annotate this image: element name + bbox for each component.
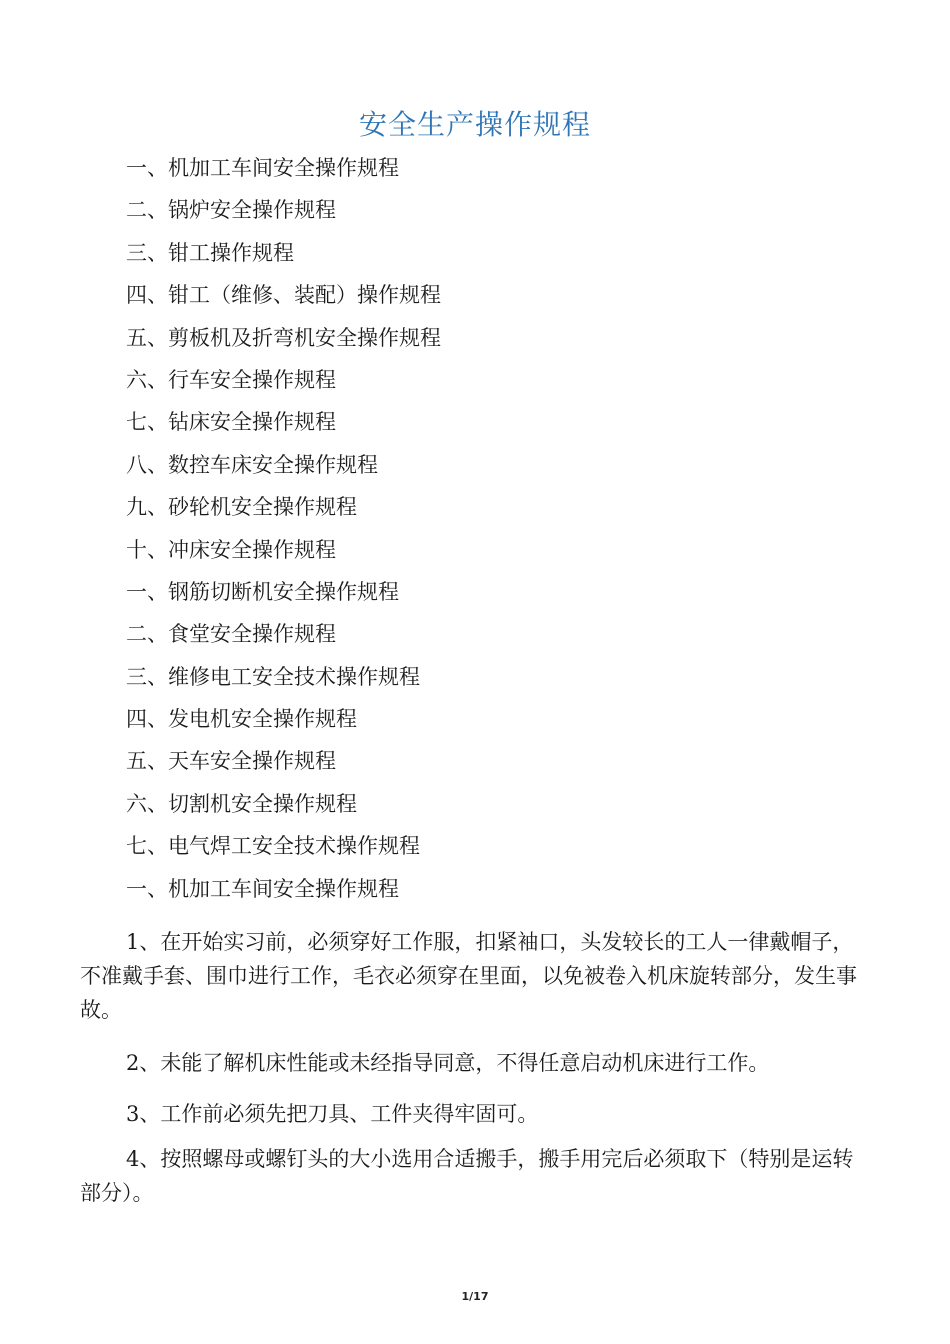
toc-item: 八、数控车床安全操作规程 [126,452,378,477]
toc-item: 四、钳工（维修、装配）操作规程 [126,283,441,308]
toc-item: 四、发电机安全操作规程 [126,707,357,732]
body-paragraph: 2、未能了解机床性能或未经指导同意，不得任意启动机床进行工作。 [126,1051,770,1075]
toc-item: 十、冲床安全操作规程 [126,537,336,562]
toc-item: 五、剪板机及折弯机安全操作规程 [126,325,441,350]
toc-item: 三、维修电工安全技术操作规程 [126,664,420,689]
toc-item: 九、砂轮机安全操作规程 [126,495,357,520]
toc-item: 一、机加工车间安全操作规程 [126,156,399,180]
toc-item: 六、切割机安全操作规程 [126,791,357,816]
toc-item: 一、钢筋切断机安全操作规程 [126,579,399,604]
toc-item: 二、锅炉安全操作规程 [126,198,336,223]
toc-item: 五、天车安全操作规程 [126,749,336,774]
table-of-contents [126,147,846,910]
body-paragraph: 4、按照螺母或螺钉头的大小选用合适搬手，搬手用完后必须取下（特别是运转部分）。 [80,1147,854,1205]
body-paragraph: 1、在开始实习前，必须穿好工作服，扣紧袖口，头发较长的工人一律戴帽子，不准戴手套、围巾进行工作，毛衣必须穿在里面，以免被卷入机床旋转部分，发生事故。 [80,930,857,1022]
toc-item: 二、食堂安全操作规程 [126,622,336,647]
section-heading: 一、机加工车间安全操作规程 [126,876,399,901]
toc-item: 七、钻床安全操作规程 [126,410,336,435]
body-paragraph: 3、工作前必须先把刀具、工件夹得牢固可。 [126,1102,539,1126]
page-number: 1/17 [461,1290,489,1303]
toc-item: 三、钳工操作规程 [126,240,294,265]
toc-item: 七、电气焊工安全技术操作规程 [126,834,420,859]
document-title: 安全生产操作规程 [358,108,591,141]
toc-item: 六、行车安全操作规程 [126,367,336,392]
